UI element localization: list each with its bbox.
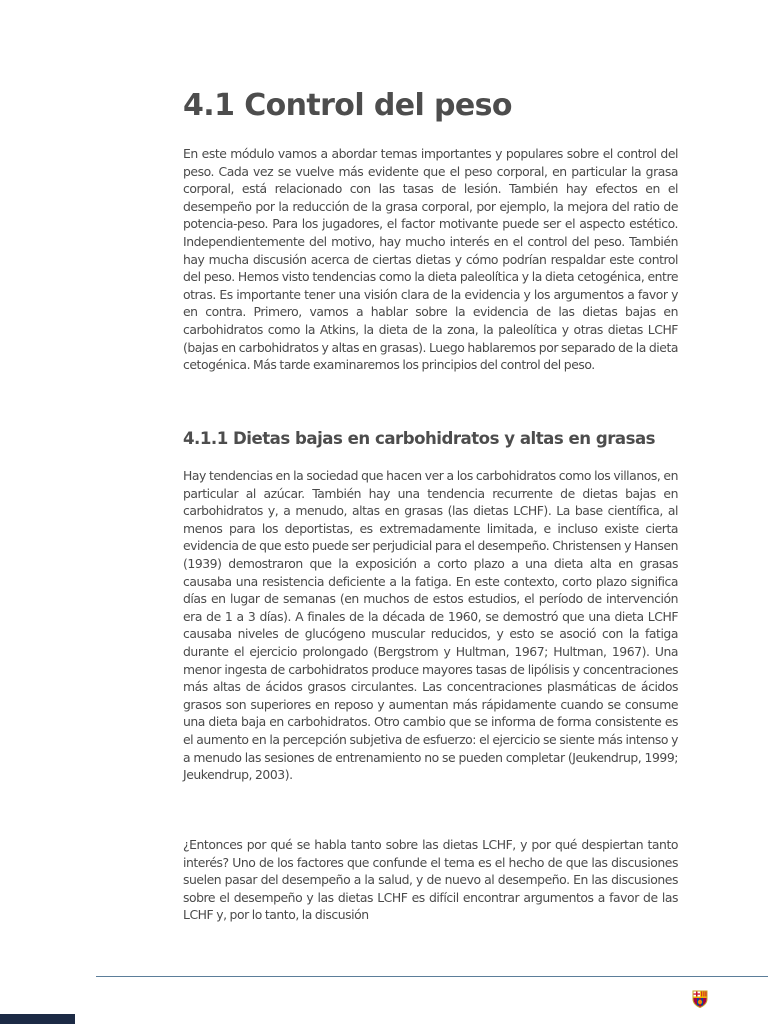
body-paragraph-1: Hay tendencias en la sociedad que hacen ver a los carbohidratos como los villanos, en particular al azúcar. También hay una tendencia recurrente de dietas bajas en carbohidratos y, a menudo, altas en grasas (las dietas LCHF). La base científica, al menos para los deportistas, es extremadamente limitada, e incluso existe cierta evidencia de que esto puede ser perjudicial para el desempeño. Christensen y Hansen (1939) demostraron que la exposición a corto plazo a una dieta alta en grasas causaba una resistencia deficiente a la fatiga. En este contexto, corto plazo significa días en lugar de semanas (en muchos de estos estudios, el período de intervención era de 1 a 3 días). A finales de la década de 1960, se demostró que una dieta LCHF causaba niveles de glucógeno muscular reducidos, y esto se asoció con la fatiga durante el ejercicio prolongado (Bergstrom y Hultman, 1967; Hultman, 1967). Una menor ingesta de carbohidratos produce mayores tasas de lipólisis y concentraciones más altas de ácidos grasos circulantes. Las concentraciones plasmáticas de ácidos grasos son superiores en reposo y aumentan más rápidamente cuando se consume una dieta baja en carbohidratos. Otro cambio que se informa de forma consistente es el aumento en la percepción subjetiva de esfuerzo: el ejercicio se siente más intenso y a menudo las sesiones de entrenamiento no se pueden completar (Jeukendrup, 1999; Jeukendrup, 2003). <box>183 468 678 783</box>
footer-divider <box>96 976 768 977</box>
body-paragraph-2: ¿Entonces por qué se habla tanto sobre las dietas LCHF, y por qué despiertan tanto interés? Uno de los factores que confunde el tema es el hecho de que las discusiones suelen pasar del desempeño a la salud, y de nuevo al desempeño. En las discusiones sobre el desempeño y las dietas LCHF es difícil encontrar argumentos a favor de las LCHF y, por lo tanto, la discusión <box>183 837 678 923</box>
club-crest-icon <box>692 990 708 1008</box>
intro-paragraph: En este módulo vamos a abordar temas importantes y populares sobre el control del peso. Cada vez se vuelve más evidente que el peso corporal, en particular la grasa corporal, está relacionado con las tasas de lesión. También hay efectos en el desempeño por la reducción de la grasa corporal, por ejemplo, la mejora del ratio de potencia-peso. Para los jugadores, el factor motivante puede ser el aspecto estético. Independientemente del motivo, hay mucho interés en el control del peso. También hay mucha discusión acerca de ciertas dietas y cómo podrían respaldar este control del peso. Hemos visto tendencias como la dieta paleolítica y la dieta cetogénica, entre otras. Es importante tener una visión clara de la evidencia y los argumentos a favor y en contra. Primero, vamos a hablar sobre la evidencia de las dietas bajas en carbohidratos como la Atkins, la dieta de la zona, la paleolítica y otras dietas LCHF (bajas en carbohidratos y altas en grasas). Luego hablaremos por separado de la dieta cetogénica. Más tarde examinaremos los principios del control del peso. <box>183 146 678 373</box>
subsection-title: 4.1.1 Dietas bajas en carbohidratos y altas en grasas <box>183 429 656 448</box>
section-title: 4.1 Control del peso <box>183 88 512 123</box>
corner-accent-bar <box>0 1014 75 1024</box>
